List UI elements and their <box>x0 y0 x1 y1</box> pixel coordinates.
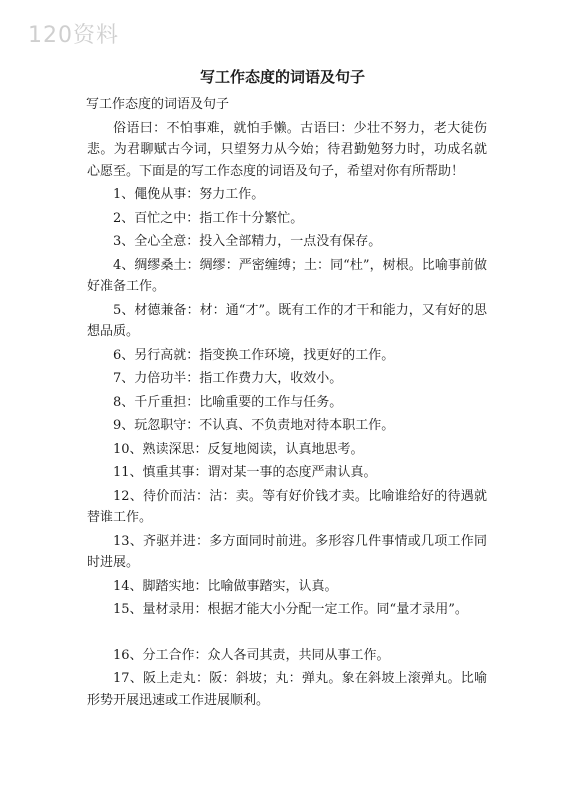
list-item: 4、绸缪桑土：绸缪：严密缠缚；土：同“杜”，树根。比喻事前做好准备工作。 <box>87 257 487 294</box>
intro-paragraph: 俗语曰：不怕事难，就怕手懒。古语曰：少壮不努力，老大徒伤悲。为君聊赋古今词，只望努力从今始；待君勤勉努力时，功成名就心愿至。下面是的写工作态度的词语及句子，希望对你有所帮助！ <box>87 120 487 179</box>
list-item: 16、分工合作：众人各司其责，共同从事工作。 <box>113 647 390 663</box>
list-item: 2、百忙之中：指工作十分繁忙。 <box>113 210 304 226</box>
list-item: 17、阪上走丸：阪：斜坡；丸：弹丸。象在斜坡上滚弹丸。比喻形势开展迅速或工作进展顺利。 <box>87 671 487 708</box>
list-item: 11、慎重其事：谓对某一事的态度严肃认真。 <box>113 465 377 480</box>
list-item: 5、材德兼备：材：通“才”。既有工作的才干和能力，又有好的思想品质。 <box>87 302 487 339</box>
document-body <box>87 94 487 713</box>
document-subtitle: 写工作态度的词语及句子 <box>86 97 230 112</box>
list-item: 3、全心全意：投入全部精力，一点没有保存。 <box>113 234 382 249</box>
paragraph-spacer <box>87 623 487 645</box>
watermark: 120资料 <box>28 23 119 48</box>
list-item: 13、齐驱并进：多方面同时前进。多形容几件事情或几项工作同时进展。 <box>87 533 487 570</box>
list-item: 12、待价而沽：沽：卖。等有好价钱才卖。比喻谁给好的待遇就替谁工作。 <box>87 488 487 525</box>
list-item: 10、熟读深思：反复地阅读，认真地思考。 <box>113 441 364 457</box>
list-item: 14、脚踏实地：比喻做事踏实，认真。 <box>113 578 338 594</box>
list-item: 6、另行高就：指变换工作环境，找更好的工作。 <box>113 347 395 363</box>
list-item: 9、玩忽职守：不认真、不负责地对待本职工作。 <box>113 418 395 433</box>
document-title: 写工作态度的词语及句子 <box>199 68 365 86</box>
list-item: 7、力倍功半：指工作费力大，收效小。 <box>113 371 343 386</box>
list-item: 8、千斤重担：比喻重要的工作与任务。 <box>113 394 343 410</box>
list-item: 15、量材录用：根据才能大小分配一定工作。同“量才录用”。 <box>113 602 468 617</box>
list-item: 1、僶俛从事：努力工作。 <box>113 187 265 202</box>
